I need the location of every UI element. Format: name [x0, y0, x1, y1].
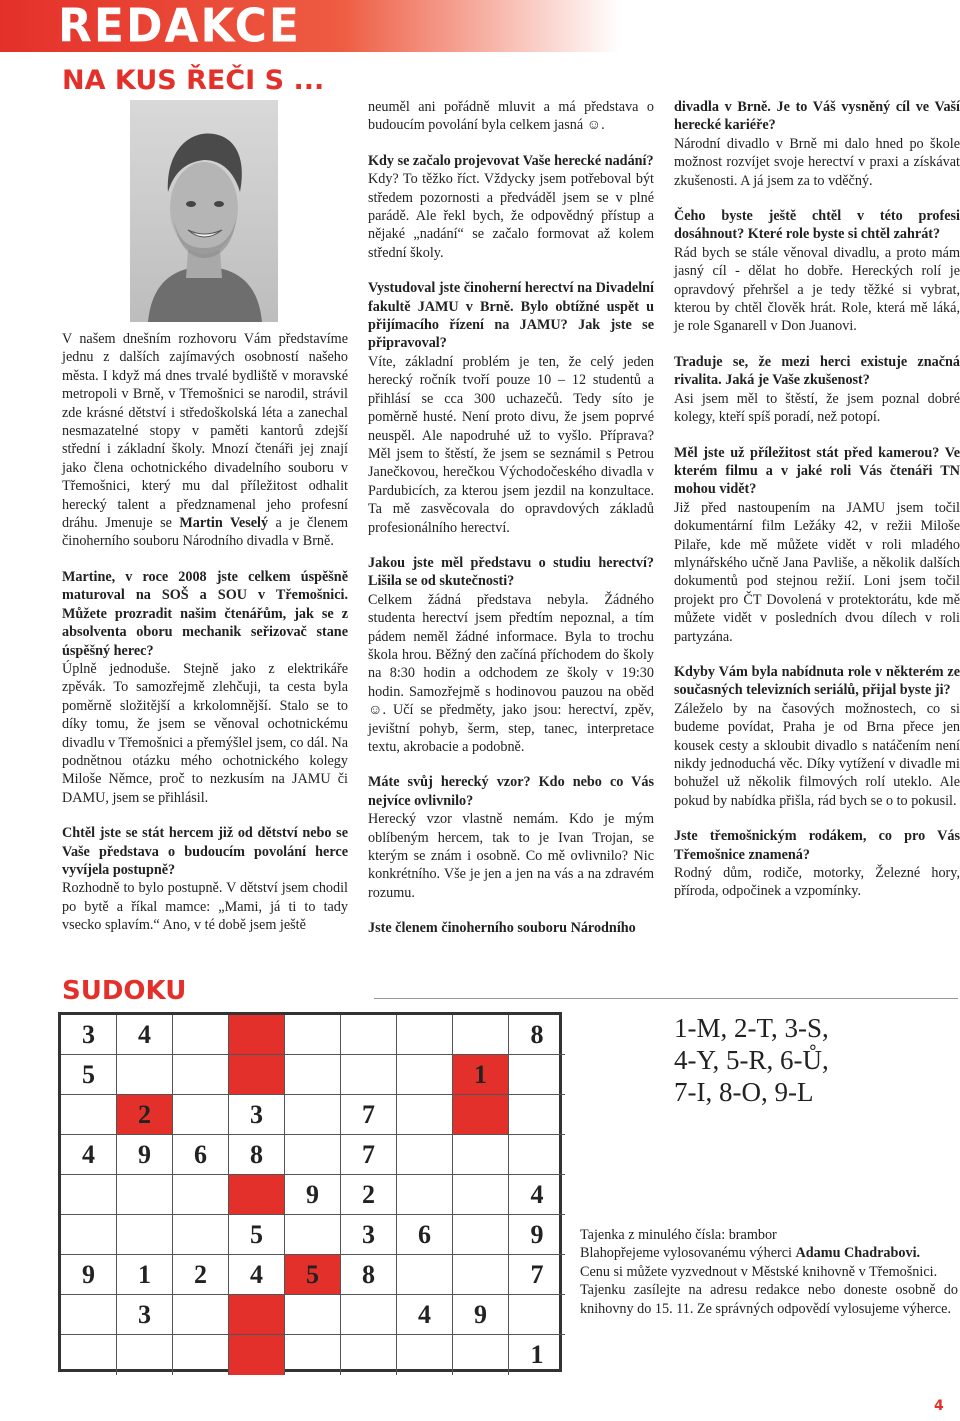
winner-name: Adamu Chadrabovi. [795, 1245, 921, 1262]
sudoku-cell: 3 [117, 1295, 173, 1335]
question: Vystudoval jste činoherní herectví na Divadelní fakultě JAMU v Brně. Bylo obtížné uspět u přijímacího řízení na JAMU? Jak jste se připravoval? [368, 280, 654, 352]
article-column-2 [368, 98, 654, 938]
sudoku-cell [397, 1135, 453, 1175]
sudoku-cell [173, 1215, 229, 1255]
send-line: Tajenku zasílejte na adresu redakce nebo doneste osobně do knihovny do 15. 11. Ze správných odpovědí vylosujeme výherce. [580, 1282, 958, 1317]
qa-block [368, 98, 654, 135]
sudoku-cell [453, 1215, 509, 1255]
sudoku-cell [285, 1335, 341, 1375]
sudoku-cell [285, 1015, 341, 1055]
article-column-3 [674, 98, 960, 901]
sudoku-cell [229, 1335, 285, 1375]
answer: Herecký vzor vlastně nemám. Kdo je mým oblíbeným hercem, tak to je Ivan Trojan, se kterým se znám i osobně. Co mě ovlivnilo? Nic konkrétního. Vše je jen a jen na vás a na zdravém rozumu. [368, 811, 654, 901]
question: Měl jste už příležitost stát před kamerou? Ve kterém filmu a v jaké roli Vás čtenáři TN mohou vidět? [674, 444, 960, 498]
sudoku-cell [397, 1055, 453, 1095]
question: Martine, v roce 2008 jste celkem úspěšně maturoval na SOŠ a SOU v Třemošnici. Můžete prozradit našim čtenářům, jak se z absolventa oboru mechanik seřizovač stane úspěšný herec? [62, 568, 348, 659]
qa-block [674, 663, 960, 810]
answer: Již před nastoupením na JAMU jsem točil dokumentární film Ležáky 42, v režii Miloše Pilaře, kde mě můžete vidět v roli mladého mlynářského učně Jana Pavliše, a několik dalších dokumentů pod stejnou režií. Loni jsem točil projekt pro ČT Dovolená v protektorátu, kde mě můžete vidět v posledních dvou dílech v roli partyzána. [674, 499, 960, 645]
sudoku-cell [117, 1335, 173, 1375]
sudoku-cell [117, 1175, 173, 1215]
sudoku-cell [117, 1055, 173, 1095]
intro-paragraph [62, 330, 348, 551]
sudoku-cell [61, 1095, 117, 1135]
sudoku-cell: 9 [509, 1215, 565, 1255]
qa-block [368, 773, 654, 902]
sudoku-cell: 3 [229, 1095, 285, 1135]
sudoku-cell [285, 1215, 341, 1255]
qa-block [368, 279, 654, 537]
sudoku-cell: 5 [61, 1055, 117, 1095]
question: Kdyby Vám byla nabídnuta role v některém ze současných televizních seriálů, přijal byste ji? [674, 663, 960, 699]
sudoku-cell [453, 1015, 509, 1055]
qa-block [674, 353, 960, 427]
sudoku-cell [397, 1335, 453, 1375]
question: divadla v Brně. Je to Váš vysněný cíl ve Vaší herecké kariéře? [674, 99, 960, 134]
sudoku-cell [285, 1095, 341, 1135]
question: Traduje se, že mezi herci existuje značná rivalita. Jaká je Vaše zkušenost? [674, 353, 960, 389]
intro-text: V našem dnešním rozhovoru Vám představíme jednu z dalších zajímavých osobností našeho města. I když má dnes trvalé bydliště v moravské metropoli v Brně, v Třemošnici se narodil, strávil zde krásné dětství i středoškolská léta a zanechal nesmazatelné stopy v paměti kantorů zdejší střední i základní školy. Mnozí čtenáři jej znají jako člena ochotnického divadelního souboru v Třemošnici, který mu dal příležitost odhalit herecký talent a předznamenal jeho profesní dráhu. Jmenuje se [62, 331, 348, 532]
qa-block [368, 152, 654, 262]
question: Jste třemošnickým rodákem, co pro Vás Třemošnice znamená? [674, 828, 960, 863]
answer: Národní divadlo v Brně mi dalo hned po škole možnost rozvíjet svoje herectví v praxi a získávat zkušenosti. A já jsem za to vděčný. [674, 135, 960, 189]
sudoku-cell [509, 1295, 565, 1335]
question: Kdy se začalo projevovat Vaše herecké nadání? [368, 152, 654, 169]
answer: Celkem žádná představa nebyla. Žádného studenta herectví jsem předtím nepoznal, a tím pádem neměl žádné informace. Byla to trochu škola hrou. Běžný den začíná příchodem do školy na 8:30 hodin a odchodem ze školy v 19:30 hodin. Samozřejmě s hodinovou pauzou na oběd ☺. Učí se předměty, jako jsou: herectví, zpěv, jevištní pohyb, šerm, step, tanec, interpretace textu, akrobacie a podobně. [368, 591, 654, 755]
qa-block [674, 444, 960, 646]
solution-line: Tajenka z minulého čísla: brambor [580, 1227, 777, 1243]
sudoku-cell [397, 1175, 453, 1215]
answer: Rád bych se stále věnoval divadlu, a proto mám jasný cíl - dělat ho dobře. Hereckých rolí je opravdový přehršel a je tedy těžké si vybrat, kterou by chtěl člověk hrát. Role, která mě láká, je role Sganarell v Don Juanovi. [674, 244, 960, 335]
sudoku-cell [341, 1335, 397, 1375]
congrats-line [580, 1244, 958, 1262]
sudoku-cell [61, 1215, 117, 1255]
sudoku-cell [173, 1015, 229, 1055]
sudoku-cell: 2 [173, 1255, 229, 1295]
sudoku-cell: 1 [117, 1255, 173, 1295]
qa-block [368, 554, 654, 756]
sudoku-cell [341, 1015, 397, 1055]
answer: Víte, základní problém je ten, že celý jeden herecký ročník tvoří pouze 10 – 12 studentů a přihlásí se cca 300 uchazečů. Tedy síto je poměrně husté. Není proto divu, že jsem poprvé neuspěl. Ale napodruhé už to vyšlo. Příprava? Měl jsem to štěstí, že jsem se seznámil s Petrou Janečkovou, herečkou Východočeského divadla v Pardubicích, za kterou jsem jezdil na konzultace. Ta mě zasvěcovala do opravdových základů profesionálního herectví. [368, 353, 654, 536]
answer: Kdy? To těžko říct. Vždycky jsem potřeboval být středem pozornosti a předváděl jsem se v plné parádě. Ale řekl bych, že odpovědný přístup a nějaké „nadání“ se začalo formovat až kolem střední školy. [368, 171, 654, 261]
qa-block [62, 568, 348, 807]
sudoku-cell [61, 1335, 117, 1375]
sudoku-cell [61, 1175, 117, 1215]
sudoku-cell [453, 1135, 509, 1175]
sudoku-cell: 1 [453, 1055, 509, 1095]
article-column-1 [62, 330, 348, 935]
answer: Rodný dům, rodiče, motorky, Železné hory, příroda, odpočinek a vzpomínky. [674, 865, 960, 900]
sudoku-cell: 3 [61, 1015, 117, 1055]
sudoku-cell [397, 1255, 453, 1295]
interviewee-name: Martin Veselý [179, 515, 269, 532]
sudoku-cell [397, 1015, 453, 1055]
sudoku-cell [229, 1055, 285, 1095]
sudoku-cell: 9 [117, 1135, 173, 1175]
sudoku-cell: 6 [397, 1215, 453, 1255]
sudoku-cell [173, 1095, 229, 1135]
sudoku-cell [229, 1175, 285, 1215]
question: Jste členem činoherního souboru Národního [368, 920, 636, 937]
sudoku-cell [509, 1055, 565, 1095]
section-banner [0, 0, 620, 52]
sudoku-cell [173, 1055, 229, 1095]
question: Máte svůj herecký vzor? Kdo nebo co Vás nejvíce ovlivnilo? [368, 774, 654, 809]
sudoku-heading: SUDOKU [62, 976, 187, 1006]
prize-line: Cenu si můžete vyzvednout v Městské knihovně v Třemošnici. [580, 1263, 938, 1280]
sudoku-cell [453, 1095, 509, 1135]
sudoku-cell: 6 [173, 1135, 229, 1175]
interview-heading: NA KUS ŘEČI S ... [62, 65, 325, 96]
answer: Asi jsem měl to štěstí, že jsem poznal dobré kolegy, kteří spíš poradí, než potopí. [674, 390, 960, 426]
sudoku-cell [341, 1295, 397, 1335]
qa-block [62, 824, 348, 934]
sudoku-cell: 1 [530, 1340, 544, 1369]
sudoku-cell: 7 [509, 1255, 565, 1295]
sudoku-cell [173, 1175, 229, 1215]
sudoku-cell [285, 1055, 341, 1095]
sudoku-cell: 9 [453, 1295, 509, 1335]
answer-key-line: 7-I, 8-O, 9-L [674, 1077, 814, 1107]
sudoku-cell: 4 [397, 1295, 453, 1335]
sudoku-cell: 9 [61, 1255, 117, 1295]
sudoku-cell [285, 1135, 341, 1175]
answer: Rozhodně to bylo postupně. V dětství jsem chodil po bytě a říkal mamce: „Mami, já ti to tady vsecko splavím.“ Ano, v té době jsem ještě [62, 880, 348, 934]
sudoku-cell [61, 1295, 117, 1335]
question: Čeho byste ještě chtěl v této profesi dosáhnout? Které role byste si chtěl zahrát? [674, 208, 960, 243]
sudoku-cell: 4 [117, 1015, 173, 1055]
page-number: 4 [934, 1398, 944, 1414]
answer: neuměl ani pořádně mluvit a má představa o budoucím povolání byla celkem jasná ☺. [368, 99, 654, 134]
sudoku-cell: 7 [341, 1135, 397, 1175]
sudoku-grid [58, 1012, 562, 1372]
congrats-text: Blahopřejeme vylosovanému výherci [580, 1245, 796, 1262]
answer-key [674, 1012, 954, 1108]
divider [374, 998, 958, 999]
qa-block [368, 919, 654, 937]
sudoku-cell: 8 [341, 1255, 397, 1295]
sudoku-cell [509, 1135, 565, 1175]
sudoku-cell [453, 1175, 509, 1215]
sudoku-cell: 9 [285, 1175, 341, 1215]
portrait-photo [130, 100, 278, 322]
sudoku-cell: 3 [341, 1215, 397, 1255]
qa-block [674, 827, 960, 901]
sudoku-cell: 5 [285, 1255, 341, 1295]
portrait-icon [130, 100, 278, 322]
sudoku-cell [453, 1255, 509, 1295]
answer-key-line: 4-Y, 5-R, 6-Ů, [674, 1045, 829, 1075]
sudoku-cell [285, 1295, 341, 1335]
sudoku-cell [397, 1095, 453, 1135]
section-title: REDAKCE [58, 0, 301, 54]
sudoku-cell: 4 [61, 1135, 117, 1175]
sudoku-cell: 8 [229, 1135, 285, 1175]
sudoku-cell: 5 [229, 1215, 285, 1255]
question: Chtěl jste se stát hercem již od dětství nebo se Vaše představa o budoucím povolání herce vyvíjela postupně? [62, 825, 348, 878]
sudoku-cell: 4 [229, 1255, 285, 1295]
answer: Úplně jednoduše. Stejně jako z elektrikáře zpěvák. To samozřejmě zlehčuji, ta cesta byla poměrně složitější a krkolomnější. Stalo se to díky tomu, že jsem se věnoval ochotnickému divadlu v Třemošnici a přemýšlel jsem, co dál. Na podnětnou otázku mého ochotnického kolegy Miloše Němce, proč to nezkusím na JAMU či DAMU, jsem se přihlásil. [62, 660, 348, 806]
answer: Záleželo by na časových možnostech, co si budeme povídat, Praha je od Brna přece jen kousek cesty a skloubit divadlo s natáčením není nikdy jednoduchá věc. Díky vytížení v divadle mi bohužel už několik filmových rolí uteklo. Ale pokud by nabídka přišla, rád bych se o to pokusil. [674, 700, 960, 809]
sudoku-cell [509, 1095, 565, 1135]
question: Jakou jste měl představu o studiu herectví? Lišila se od skutečnosti? [368, 554, 654, 590]
answer-key-line: 1-M, 2-T, 3-S, [674, 1013, 829, 1043]
sudoku-cell: 4 [509, 1175, 565, 1215]
sudoku-cell [229, 1295, 285, 1335]
sudoku-cell [229, 1015, 285, 1055]
contest-notice [580, 1226, 958, 1318]
sudoku-cell [453, 1335, 509, 1375]
qa-block [674, 207, 960, 336]
sudoku-cell: 7 [341, 1095, 397, 1135]
sudoku-cell: 8 [509, 1015, 565, 1055]
sudoku-cell [173, 1335, 229, 1375]
qa-block [674, 98, 960, 190]
sudoku-cell [173, 1295, 229, 1335]
sudoku-cell: 2 [117, 1095, 173, 1135]
intro-text-end: a je členem činoherního souboru Národního divadla v Brně. [62, 515, 348, 550]
sudoku-cell [117, 1215, 173, 1255]
sudoku-cell [341, 1055, 397, 1095]
sudoku-cell: 2 [341, 1175, 397, 1215]
